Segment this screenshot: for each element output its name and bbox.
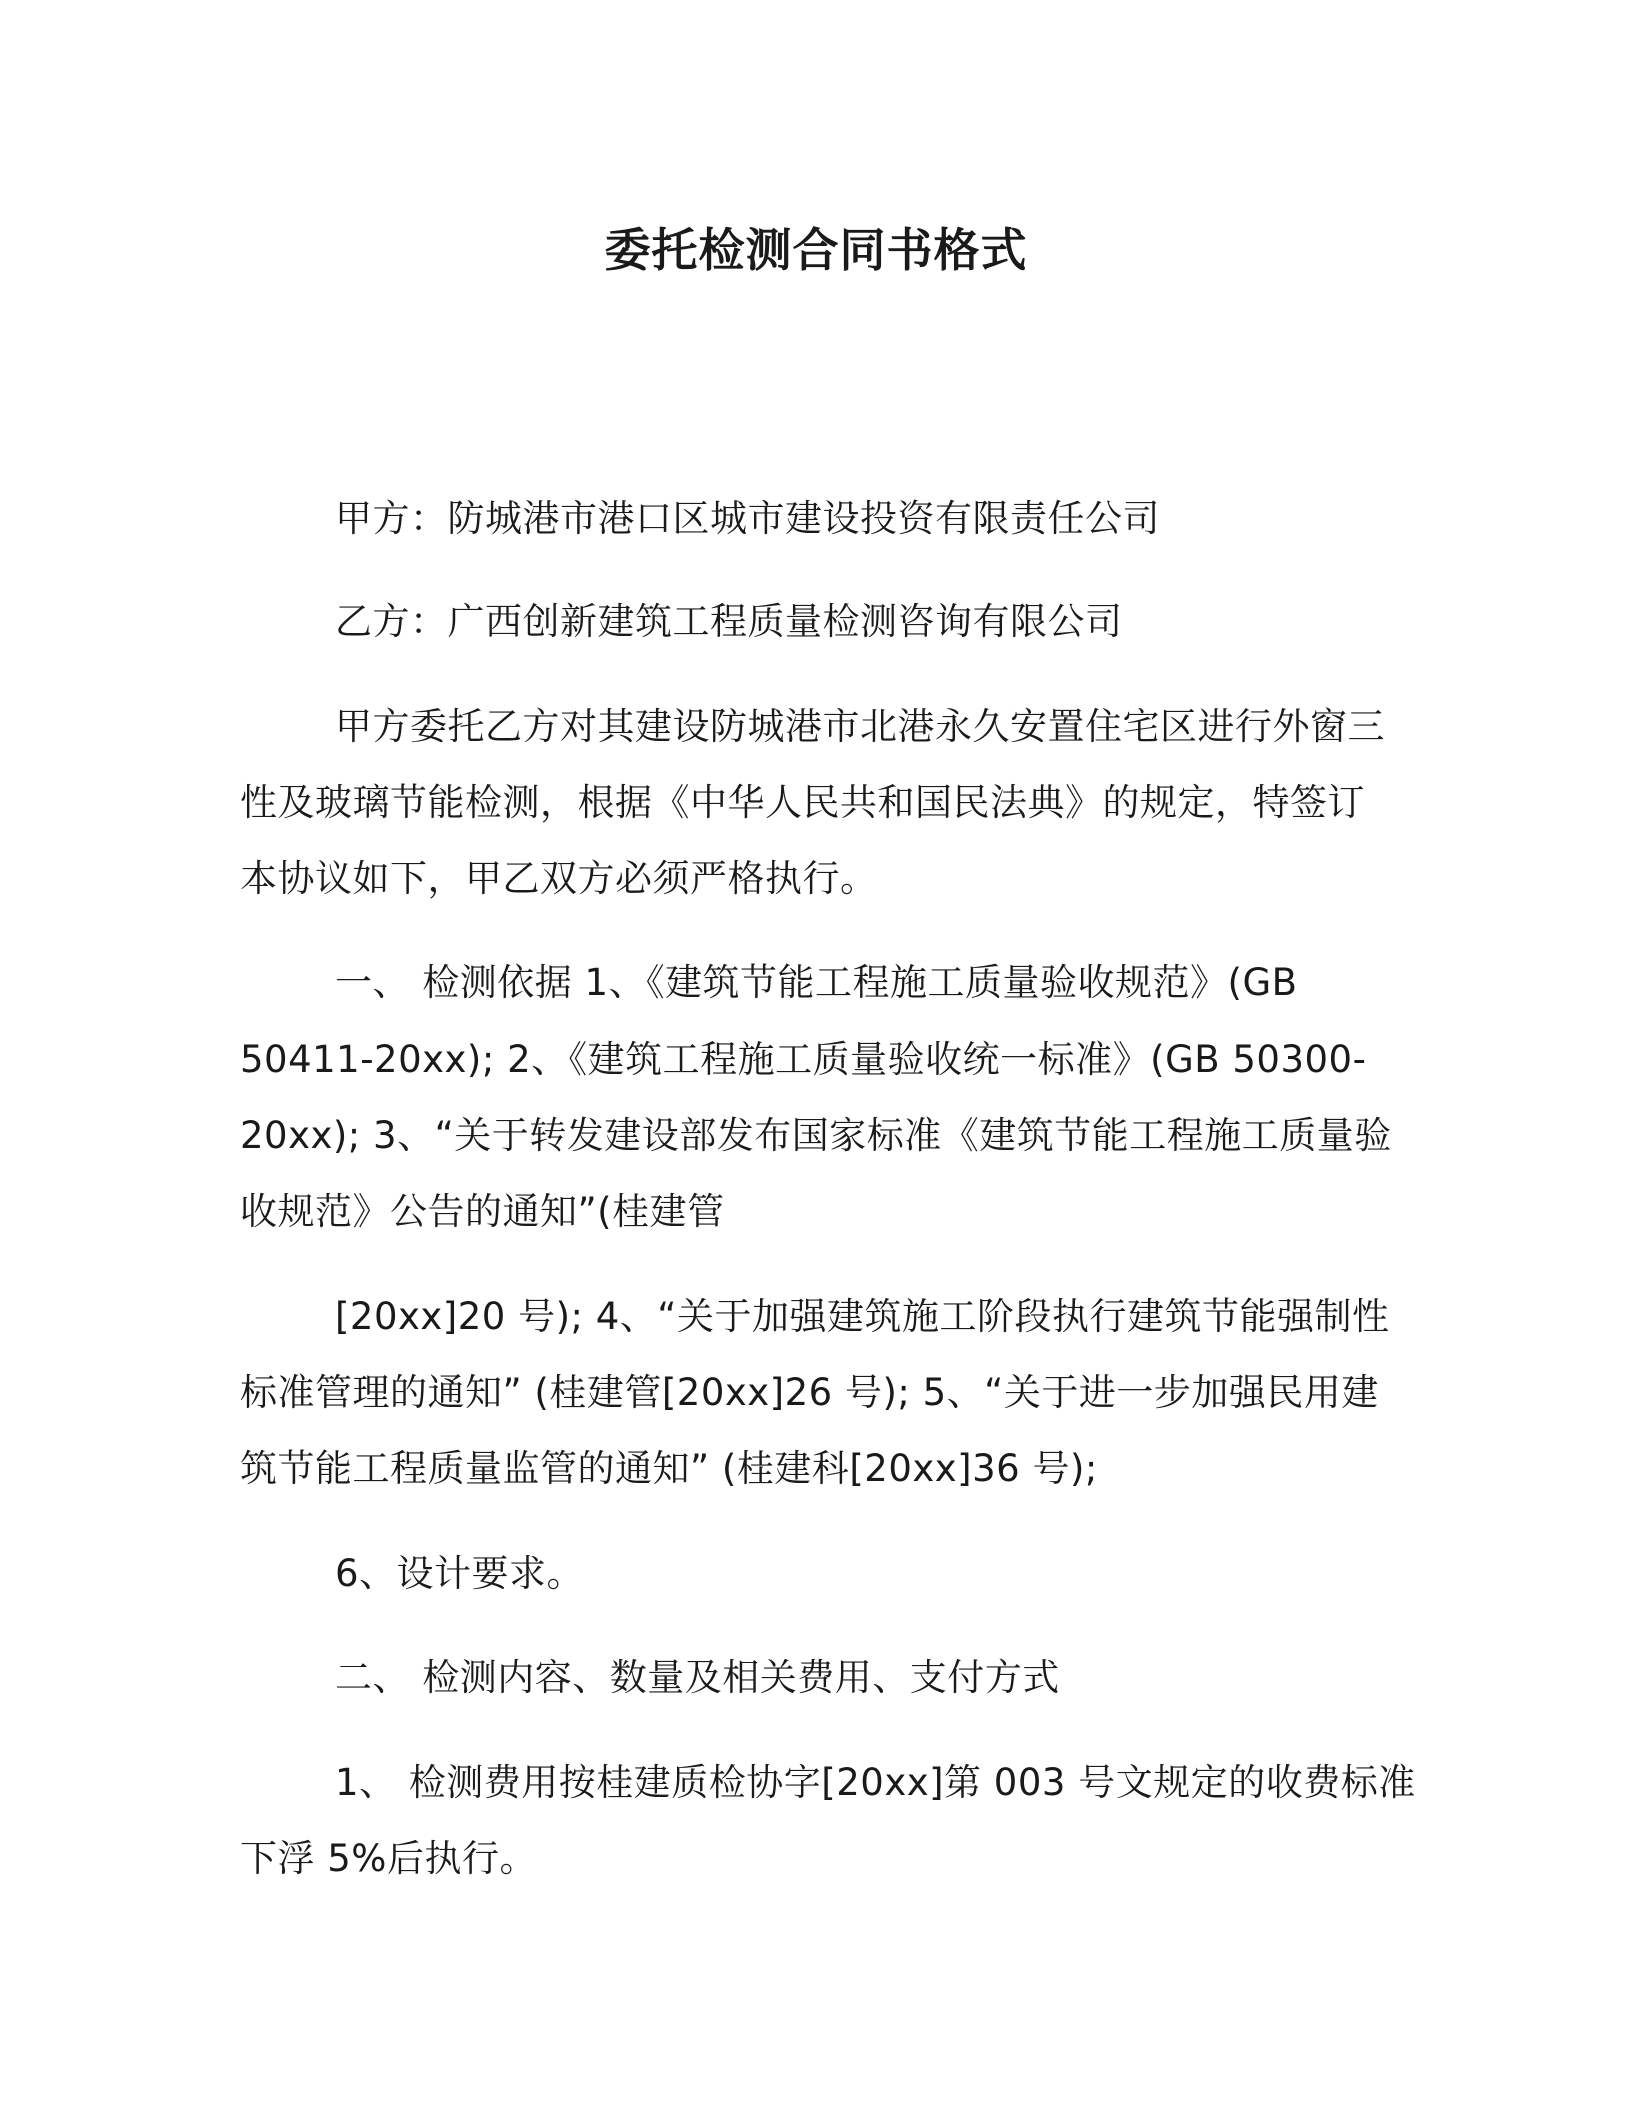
party-b-line: 乙方：广西创新建筑工程质量检测咨询有限公司: [335, 600, 1123, 643]
section1-cont-line-1: [20xx]20 号); 4、“关于加强建筑施工阶段执行建筑节能强制性: [335, 1295, 1390, 1338]
section2-heading: 二、 检测内容、数量及相关费用、支付方式: [335, 1656, 1060, 1699]
section2-item1-line-1: 1、 检测费用按桂建质检协字[20xx]第 003 号文规定的收费标准: [335, 1761, 1416, 1804]
party-a-line: 甲方：防城港市港口区城市建设投资有限责任公司: [335, 497, 1160, 540]
section2-item1-line-2: 下浮 5%后执行。: [240, 1837, 537, 1880]
item-6-line: 6、设计要求。: [335, 1552, 585, 1595]
section1-line-2: 50411-20xx); 2、《建筑工程施工质量验收统一标准》(GB 50300-: [240, 1038, 1367, 1081]
section1-line-1: 一、 检测依据 1、《建筑节能工程施工质量验收规范》(GB: [335, 961, 1298, 1004]
intro-line-2: 性及玻璃节能检测，根据《中华人民共和国民法典》的规定，特签订: [240, 781, 1365, 824]
intro-line-1: 甲方委托乙方对其建设防城港市北港永久安置住宅区进行外窗三: [335, 705, 1385, 748]
intro-line-3: 本协议如下，甲乙双方必须严格执行。: [240, 857, 878, 900]
section1-cont-line-3: 筑节能工程质量监管的通知” (桂建科[20xx]36 号);: [240, 1447, 1098, 1490]
section1-line-4: 收规范》公告的通知”(桂建管: [240, 1190, 725, 1233]
document-title: 委托检测合同书格式: [604, 223, 1028, 277]
section1-cont-line-2: 标准管理的通知” (桂建管[20xx]26 号); 5、“关于进一步加强民用建: [240, 1371, 1379, 1414]
section1-line-3: 20xx); 3、“关于转发建设部发布国家标准《建筑节能工程施工质量验: [240, 1114, 1392, 1157]
